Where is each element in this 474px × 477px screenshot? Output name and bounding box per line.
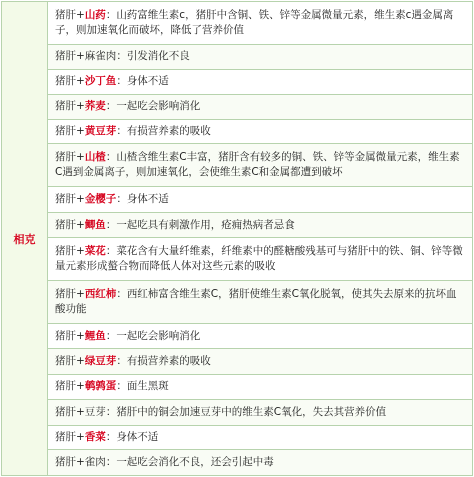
row-description: 山药富维生素c，猪肝中含铜、铁、锌等金属微量元素，维生素c遇金属离子，则加速氧化而破坏，降低了营养价值 — [55, 8, 454, 36]
table-row — [2, 2, 473, 45]
row-separator: ： — [116, 50, 127, 63]
food-link[interactable]: 西红柿 — [84, 288, 117, 301]
row-content — [48, 238, 473, 281]
row-separator: ： — [105, 405, 117, 418]
row-prefix: 猪肝+ — [55, 245, 85, 258]
row-prefix: 猪肝+ — [55, 75, 85, 88]
table-row — [2, 144, 473, 187]
row-description: 引发消化不良 — [126, 50, 190, 63]
row-prefix: 猪肝+麻雀肉 — [55, 50, 117, 63]
row-description: 有损营养素的吸收 — [126, 354, 211, 367]
row-description: 一起吃会消化不良，还会引起中毒 — [116, 456, 274, 469]
row-description: 一起吃会影响消化 — [116, 329, 201, 342]
row-prefix: 猪肝+ — [55, 151, 85, 164]
row-prefix: 猪肝+ — [55, 100, 85, 113]
food-link[interactable]: 绿豆芽 — [84, 354, 117, 367]
table-row — [2, 450, 473, 476]
table-row — [2, 324, 473, 349]
row-separator: ： — [105, 431, 117, 444]
row-description: 一起吃具有刺激作用，疮痈热病者忌食 — [116, 218, 295, 231]
row-prefix: 猪肝+ — [55, 431, 85, 444]
row-prefix: 猪肝+ — [55, 218, 85, 231]
row-content — [48, 324, 473, 349]
row-content — [48, 425, 473, 450]
food-link[interactable]: 黄豆芽 — [84, 124, 117, 137]
row-prefix: 猪肝+雀肉 — [55, 456, 106, 469]
row-description: 面生黑斑 — [126, 380, 169, 393]
row-prefix: 猪肝+ — [55, 329, 85, 342]
row-prefix: 猪肝+豆芽 — [55, 405, 106, 418]
row-prefix: 猪肝+ — [55, 288, 85, 301]
row-content — [48, 212, 473, 238]
food-link[interactable]: 金樱子 — [84, 193, 117, 206]
table-row — [2, 95, 473, 120]
row-separator: ： — [105, 218, 117, 231]
table-row — [2, 425, 473, 450]
row-prefix: 猪肝+ — [55, 193, 85, 206]
row-description: 身体不适 — [126, 193, 169, 206]
row-separator: ： — [116, 354, 127, 367]
row-content — [48, 2, 473, 45]
table-row — [2, 187, 473, 213]
row-separator: ： — [116, 193, 127, 206]
table-row — [2, 400, 473, 426]
row-description: 猪肝中的铜会加速豆芽中的维生素C氧化，失去其营养价值 — [116, 405, 387, 418]
row-content — [48, 348, 473, 374]
row-content — [48, 69, 473, 95]
row-content — [48, 281, 473, 324]
row-prefix: 猪肝+ — [55, 8, 85, 21]
food-link[interactable]: 菜花 — [84, 245, 106, 258]
row-description: 身体不适 — [116, 431, 159, 444]
row-separator: ： — [116, 75, 127, 88]
row-content — [48, 374, 473, 400]
table-row — [2, 212, 473, 238]
row-content — [48, 95, 473, 120]
row-separator: ： — [105, 329, 117, 342]
row-prefix: 猪肝+ — [55, 124, 85, 137]
table-row — [2, 238, 473, 281]
food-incompatibility-table — [1, 1, 473, 476]
row-separator: ： — [105, 456, 117, 469]
row-description: 有损营养素的吸收 — [126, 124, 211, 137]
row-separator: ： — [116, 380, 127, 393]
row-content — [48, 450, 473, 476]
row-prefix: 猪肝+ — [55, 380, 85, 393]
row-separator: ： — [116, 288, 127, 301]
row-description: 菜花含有大量纤维素，纤维素中的醛糖酸残基可与猪肝中的铁、铜、锌等微量元素形成螯合物而降低人体对这些元素的吸收 — [55, 245, 463, 273]
table-row — [2, 348, 473, 374]
row-separator: ： — [116, 124, 127, 137]
row-separator: ： — [105, 245, 117, 258]
food-link[interactable]: 山药 — [84, 8, 106, 21]
category-label: 相克 — [2, 2, 48, 476]
row-content — [48, 187, 473, 213]
row-separator: ： — [105, 8, 117, 21]
food-link[interactable]: 鲫鱼 — [84, 218, 106, 231]
row-content — [48, 144, 473, 187]
table-row — [2, 281, 473, 324]
row-content — [48, 400, 473, 426]
table-row — [2, 69, 473, 95]
row-description: 一起吃会影响消化 — [116, 100, 201, 113]
food-link[interactable]: 沙丁鱼 — [84, 75, 117, 88]
row-prefix: 猪肝+ — [55, 354, 85, 367]
row-description: 西红柿富含维生素C，猪肝使维生素C氧化脱氧，使其失去原来的抗坏血酸功能 — [55, 288, 457, 316]
row-separator: ： — [105, 151, 117, 164]
row-description: 身体不适 — [126, 75, 169, 88]
food-link[interactable]: 荞麦 — [84, 100, 106, 113]
food-link[interactable]: 香菜 — [84, 431, 106, 444]
row-separator: ： — [105, 100, 117, 113]
food-link[interactable]: 山楂 — [84, 151, 106, 164]
food-link[interactable]: 鲤鱼 — [84, 329, 106, 342]
row-content — [48, 119, 473, 144]
food-link[interactable]: 鹌鹑蛋 — [84, 380, 117, 393]
table-row — [2, 44, 473, 69]
table-row — [2, 119, 473, 144]
row-content — [48, 44, 473, 69]
row-description: 山楂含维生素C丰富，猪肝含有较多的铜、铁、锌等金属微量元素，维生素C遇到金属离子，则加速氧化，会使维生素C和金属都遭到破坏 — [55, 151, 460, 179]
table-row — [2, 374, 473, 400]
